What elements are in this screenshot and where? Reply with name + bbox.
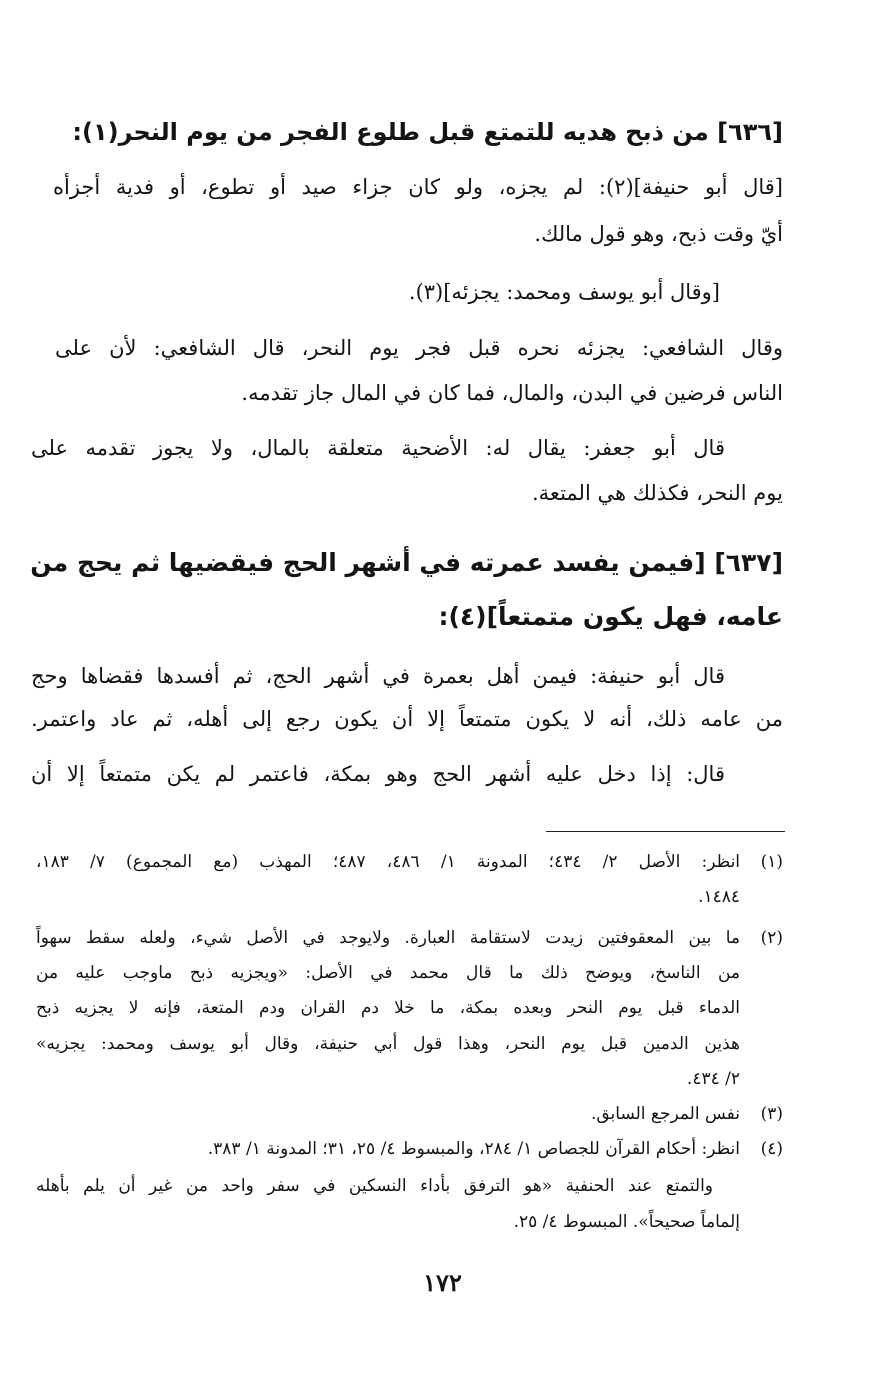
page-number: ١٧٢ [423, 1268, 462, 1297]
paragraph-line: الناس فرضين في البدن، والمال، فما كان في المال جاز تقدمه. [241, 381, 783, 405]
paragraph-line: وقال الشافعي: يجزئه نحره قبل فجر يوم النحر، قال الشافعي: لأن على [55, 336, 783, 360]
section-heading-637-cont: عامه، فهل يكون متمتعاً](٤): [438, 602, 783, 631]
footnote-line: نفس المرجع السابق. [590, 1104, 740, 1124]
footnote-line: انظر: أحكام القرآن للجصاص ١/ ٢٨٤، والمبسوط ٤/ ٢٥، ٣١؛ المدونة ١/ ٣٨٣. [207, 1139, 740, 1159]
footnote-number: (٢) [760, 928, 783, 948]
paragraph-line: قال أبو حنيفة: فيمن أهل بعمرة في أشهر الحج، ثم أفسدها فقضاها وحج [31, 664, 725, 688]
paragraph-line: يوم النحر، فكذلك هي المتعة. [532, 481, 783, 505]
footnote-line: ما بين المعقوفتين زيدت لاستقامة العبارة. ولايوجد في الأصل شيء، ولعله سقط سهواً [36, 928, 740, 948]
paragraph-line: [وقال أبو يوسف ومحمد: يجزئه](٣). [408, 280, 720, 304]
footnote-line: انظر: الأصل ٢/ ٤٣٤؛ المدونة ١/ ٤٨٦، ٤٨٧؛ المهذب (مع المجموع) ٧/ ١٨٣، [36, 852, 741, 872]
footnote-line: والتمتع عند الحنفية «هو الترفق بأداء النسكين في سفر واحد من غير أن يلم بأهله [36, 1176, 713, 1196]
footnote-line: ٢/ ٤٣٤. [686, 1069, 740, 1089]
paragraph-line: قال أبو جعفر: يقال له: الأضحية متعلقة بالمال، ولا يجوز تقدمه على [31, 436, 725, 460]
footnote-line: ١٤٨٤. [698, 887, 740, 907]
footnote-line: الدماء قبل يوم النحر وبعده بمكة، ما خلا دم القران ودم المتعة، فإنه لا يجزيه ذبح [36, 998, 740, 1018]
section-heading-636: [٦٣٦] من ذبح هديه للتمتع قبل طلوع الفجر من يوم النحر(١): [72, 118, 783, 146]
footnote-number: (١) [760, 852, 783, 872]
footnote-number: (٤) [760, 1139, 783, 1159]
paragraph-line: أيّ وقت ذبح، وهو قول مالك. [534, 222, 783, 246]
footnote-line: من الناسخ، ويوضح ذلك ما قال محمد في الأصل: «ويجزيه ذبح ماوجب عليه من [36, 963, 740, 983]
paragraph-line: من عامه ذلك، أنه لا يكون متمتعاً إلا أن يكون رجع إلى أهله، ثم عاد واعتمر. [31, 707, 783, 731]
paragraph-line: قال: إذا دخل عليه أشهر الحج وهو بمكة، فاعتمر لم يكن متمتعاً إلا أن [31, 762, 725, 786]
footnote-line: إلماماً صحيحاً». المبسوط ٤/ ٢٥. [513, 1212, 740, 1232]
footnote-number: (٣) [760, 1104, 783, 1124]
paragraph-line: [قال أبو حنيفة](٢): لم يجزه، ولو كان جزاء صيد أو تطوع، أو فدية أجزأه [53, 175, 783, 199]
footnote-line: هذين الدمين قبل يوم النحر، وهذا قول أبي حنيفة، وقال أبو يوسف ومحمد: يجزيه» [36, 1034, 740, 1054]
footnote-separator [546, 831, 785, 832]
section-heading-637: [٦٣٧] [فيمن يفسد عمرته في أشهر الحج فيقضيها ثم يحج من [30, 548, 783, 577]
